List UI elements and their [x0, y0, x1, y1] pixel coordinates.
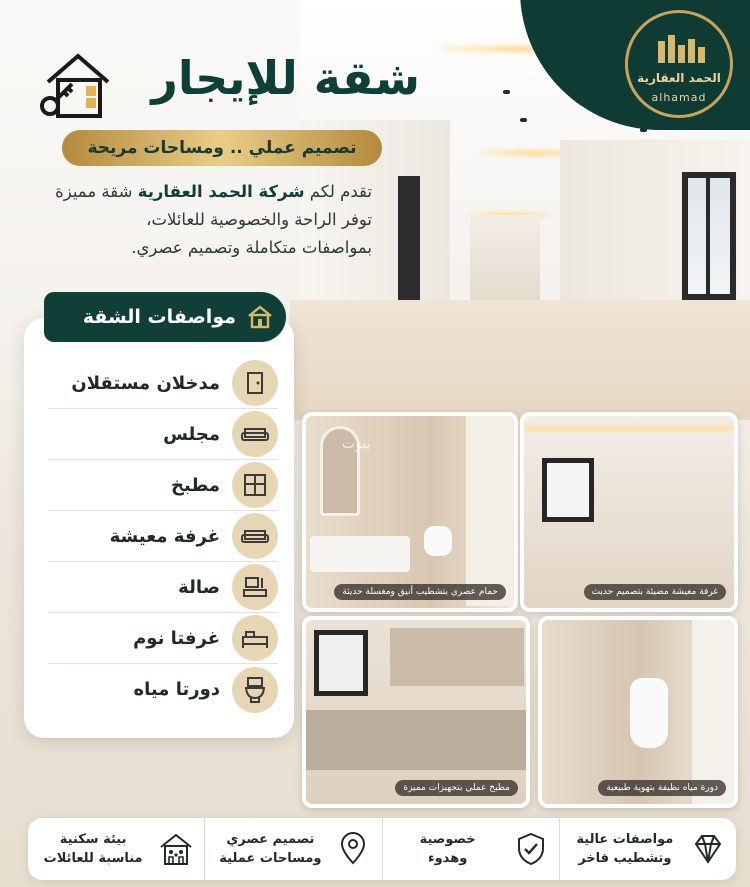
- spot-light: [503, 90, 510, 94]
- photo-caption: دورة مياه نظيفة بتهوية طبيعية: [598, 780, 726, 796]
- spec-label: غرفة معيشة: [109, 525, 220, 547]
- photo-toilet: [538, 616, 738, 808]
- spec-icon-badge: [232, 564, 278, 610]
- location-pin-icon: [335, 831, 371, 867]
- spot-light: [520, 118, 527, 122]
- intro-line1-prefix: تقدم لكم: [304, 182, 372, 201]
- photo-caption: مطبخ عملي بتجهيزات مميزة: [395, 780, 518, 796]
- spec-item: [48, 409, 278, 460]
- door-icon: [242, 370, 268, 396]
- spec-item: [48, 664, 278, 715]
- specs-list: [48, 358, 278, 715]
- feature-text: [38, 830, 148, 868]
- spec-item: [48, 460, 278, 511]
- tv-icon: [242, 574, 268, 600]
- sofa-icon: [241, 525, 269, 547]
- sink: [310, 536, 410, 572]
- window: [542, 458, 594, 522]
- feature-line1: بيئة سكنية: [59, 832, 127, 847]
- toilet: [424, 526, 452, 556]
- feature-line2: وهدوء: [427, 851, 468, 866]
- feature-item: [382, 818, 559, 880]
- spec-label: مدخلان مستقلان: [71, 372, 220, 394]
- feature-line2: وتشطيب فاخر: [578, 851, 672, 866]
- spec-item: [48, 613, 278, 664]
- feature-line2: ومساحات عملية: [219, 851, 322, 866]
- spec-label: مطبخ: [171, 474, 220, 496]
- features-bar: [28, 818, 736, 880]
- spec-icon-badge: [232, 615, 278, 661]
- specs-heading: مواصفات الشقة: [82, 306, 236, 328]
- intro-text: [30, 178, 372, 262]
- intro-line2: توفر الراحة والخصوصية للعائلات،: [146, 210, 372, 229]
- subtitle-banner: تصميم عملي .. ومساحات مريحة: [62, 130, 382, 166]
- feature-item: [559, 818, 736, 880]
- brand-name-en: alhamad: [651, 91, 707, 104]
- photo-living-room: [520, 412, 738, 612]
- spec-label: مجلس: [163, 423, 220, 445]
- wall-panel: [466, 416, 518, 606]
- spec-icon-badge: [232, 513, 278, 559]
- upper-cabinets: [390, 628, 524, 686]
- spec-icon-badge: [232, 360, 278, 406]
- spec-icon-badge: [232, 411, 278, 457]
- toilet-icon: [243, 676, 267, 704]
- spec-item: [48, 358, 278, 409]
- lower-cabinets: [306, 710, 526, 770]
- photo-caption: حمام عصري بتشطيب أنيق ومغسلة حديثة: [334, 584, 506, 600]
- spec-icon-badge: [232, 462, 278, 508]
- window: [314, 630, 368, 696]
- bed-icon: [241, 627, 269, 649]
- spec-label: دورتا مياه: [133, 679, 220, 700]
- feature-item: [204, 818, 381, 880]
- company-name: شركة الحمد العقارية: [137, 182, 305, 201]
- feature-line1: خصوصية: [419, 832, 476, 847]
- family-house-icon: [158, 831, 194, 867]
- marble-floor: [290, 300, 750, 420]
- house-key-icon: [34, 48, 114, 122]
- spec-label: غرفتا نوم: [133, 627, 220, 649]
- specs-heading-banner: [44, 292, 286, 342]
- spec-item: [48, 562, 278, 613]
- ceiling-light: [524, 426, 734, 431]
- toilet: [630, 678, 668, 748]
- spec-label: صالة: [178, 576, 220, 598]
- shield-check-icon: [513, 831, 549, 867]
- feature-line1: تصميم عصري: [226, 832, 315, 847]
- photo-caption: غرفة معيشة مضيئة بتصميم حديث: [584, 584, 726, 600]
- photo-bathroom: [302, 412, 518, 612]
- window: [682, 172, 736, 300]
- photo-kitchen: [302, 616, 530, 808]
- kitchen-icon: [242, 472, 268, 498]
- feature-line1: مواصفات عالية: [576, 832, 674, 847]
- watermark: بيوت: [342, 436, 371, 452]
- page-title: شقة للإيجار: [151, 51, 420, 105]
- logo-mark-icon: [654, 33, 710, 63]
- feature-item: [28, 818, 204, 880]
- brand-name-ar: الحمد العقارية: [637, 71, 721, 85]
- feature-line2: مناسبة للعائلات: [43, 851, 143, 866]
- spec-item: [48, 511, 278, 562]
- home-icon: [246, 303, 274, 331]
- feature-text: [215, 830, 325, 868]
- spec-icon-badge: [232, 667, 278, 713]
- feature-text: [570, 830, 680, 868]
- logo: [625, 10, 733, 118]
- intro-line3: بمواصفات متكاملة وتصميم عصري.: [131, 238, 372, 257]
- feature-text: [393, 830, 503, 868]
- sofa-icon: [241, 423, 269, 445]
- intro-line1-suffix: شقة مميزة: [55, 182, 138, 201]
- diamond-icon: [690, 831, 726, 867]
